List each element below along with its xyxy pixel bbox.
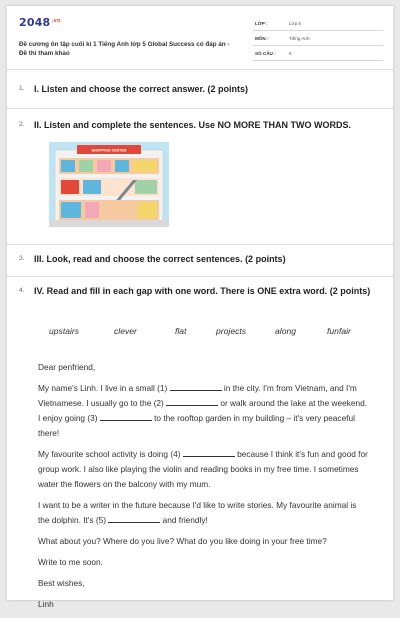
letter-text: or walk around the lake at the weekend. I enjoy going (3) [38,398,368,423]
meta-table [253,16,383,61]
meta-row-class [253,16,383,31]
question-number: 2. [19,121,25,128]
shop-window [97,160,111,172]
letter-passage [38,360,368,618]
document-header [19,16,381,72]
word-bank-item: projects [216,326,247,336]
shop-window [79,160,93,172]
question-number: 1. [19,85,25,92]
site-logo[interactable] [19,16,61,29]
letter-paragraph-1 [38,381,368,441]
letter-text: in the city. I'm from Vietnam, and I'm Vietnamese. I usually go to the (2) [38,383,357,408]
word-bank [49,326,369,340]
word-bank-item: upstairs [49,326,80,336]
meta-value: 5 [289,51,292,56]
shop-window [61,202,81,218]
meta-row-count [253,46,383,61]
question-text: III. Look, read and choose the correct sentences. (2 points) [34,254,286,264]
question-text: II. Listen and complete the sentences. Use NO MORE THAN TWO WORDS. [34,120,352,130]
letter-paragraph-5: Write to me soon. [38,557,103,567]
gap-3-blank[interactable] [100,412,152,421]
meta-key: LỚP : [255,21,268,26]
document-title: Đề cương ôn tập cuối kì 1 Tiếng Anh lớp 5 Global Success có đáp án - Đề thi tham khảo [19,41,230,57]
gap-2-blank[interactable] [166,397,218,406]
word-bank-item: clever [114,326,137,336]
question-text: I. Listen and choose the correct answer. (2 points) [34,84,249,94]
shop-window [135,180,157,194]
gap-1-blank[interactable] [170,382,222,391]
letter-closing: Best wishes, [38,578,85,588]
letter-paragraph-2 [38,447,368,492]
meta-value: Tiếng Anh [289,36,310,41]
letter-text: because I think it's fun and good for group work. I also like playing the violin and reading books in my free time. I sometimes water the flowers on the balcony with my mum. [38,449,368,489]
question-number: 4. [19,287,25,294]
letter-text: My favourite school activity is doing (4) [38,449,183,459]
letter-text: to the rooftop garden in my building – it's very peaceful there! [38,413,355,438]
meta-key: SỐ CÂU : [255,51,276,56]
shop-window [61,160,75,172]
shop-window [137,202,157,218]
shopping-center-illustration [49,142,169,227]
question-divider [7,108,393,109]
logo-text: 2048 [19,16,51,29]
gap-4-blank[interactable] [183,448,235,457]
letter-text: I want to be a writer in the future because I'd like to write stories. My favourite animal is the dolphin. It's (5) [38,500,357,525]
meta-key: MÔN : [255,36,269,41]
document-page [7,6,393,609]
word-bank-item: funfair [327,326,351,336]
letter-paragraph-3 [38,498,368,528]
letter-text: and friendly! [160,515,208,525]
question-divider [7,244,393,245]
shop-window [133,160,157,172]
letter-paragraph-4: What about you? Where do you live? What do you like doing in your free time? [38,536,327,546]
floor-ground [49,220,169,227]
shop-window [115,160,129,172]
shop-window [85,202,99,218]
question-number: 3. [19,255,25,262]
meta-row-subject [253,31,383,46]
meta-value: Lớp 5 [289,21,301,26]
shop-window [83,180,101,194]
shop-window [61,180,79,194]
question-divider [7,276,393,277]
shop-sign-text: SHOPPING CENTER [91,148,127,153]
question-text: IV. Read and fill in each gap with one word. There is ONE extra word. (2 points) [34,286,371,296]
gap-5-blank[interactable] [108,514,160,523]
logo-suffix: .vn [51,18,61,24]
word-bank-item: along [275,326,297,336]
letter-greeting: Dear penfriend, [38,362,96,372]
word-bank-item: flat [175,326,187,336]
letter-signature: Linh [38,599,54,609]
header-divider [7,69,393,70]
letter-text: My name's Linh. I live in a small (1) [38,383,170,393]
